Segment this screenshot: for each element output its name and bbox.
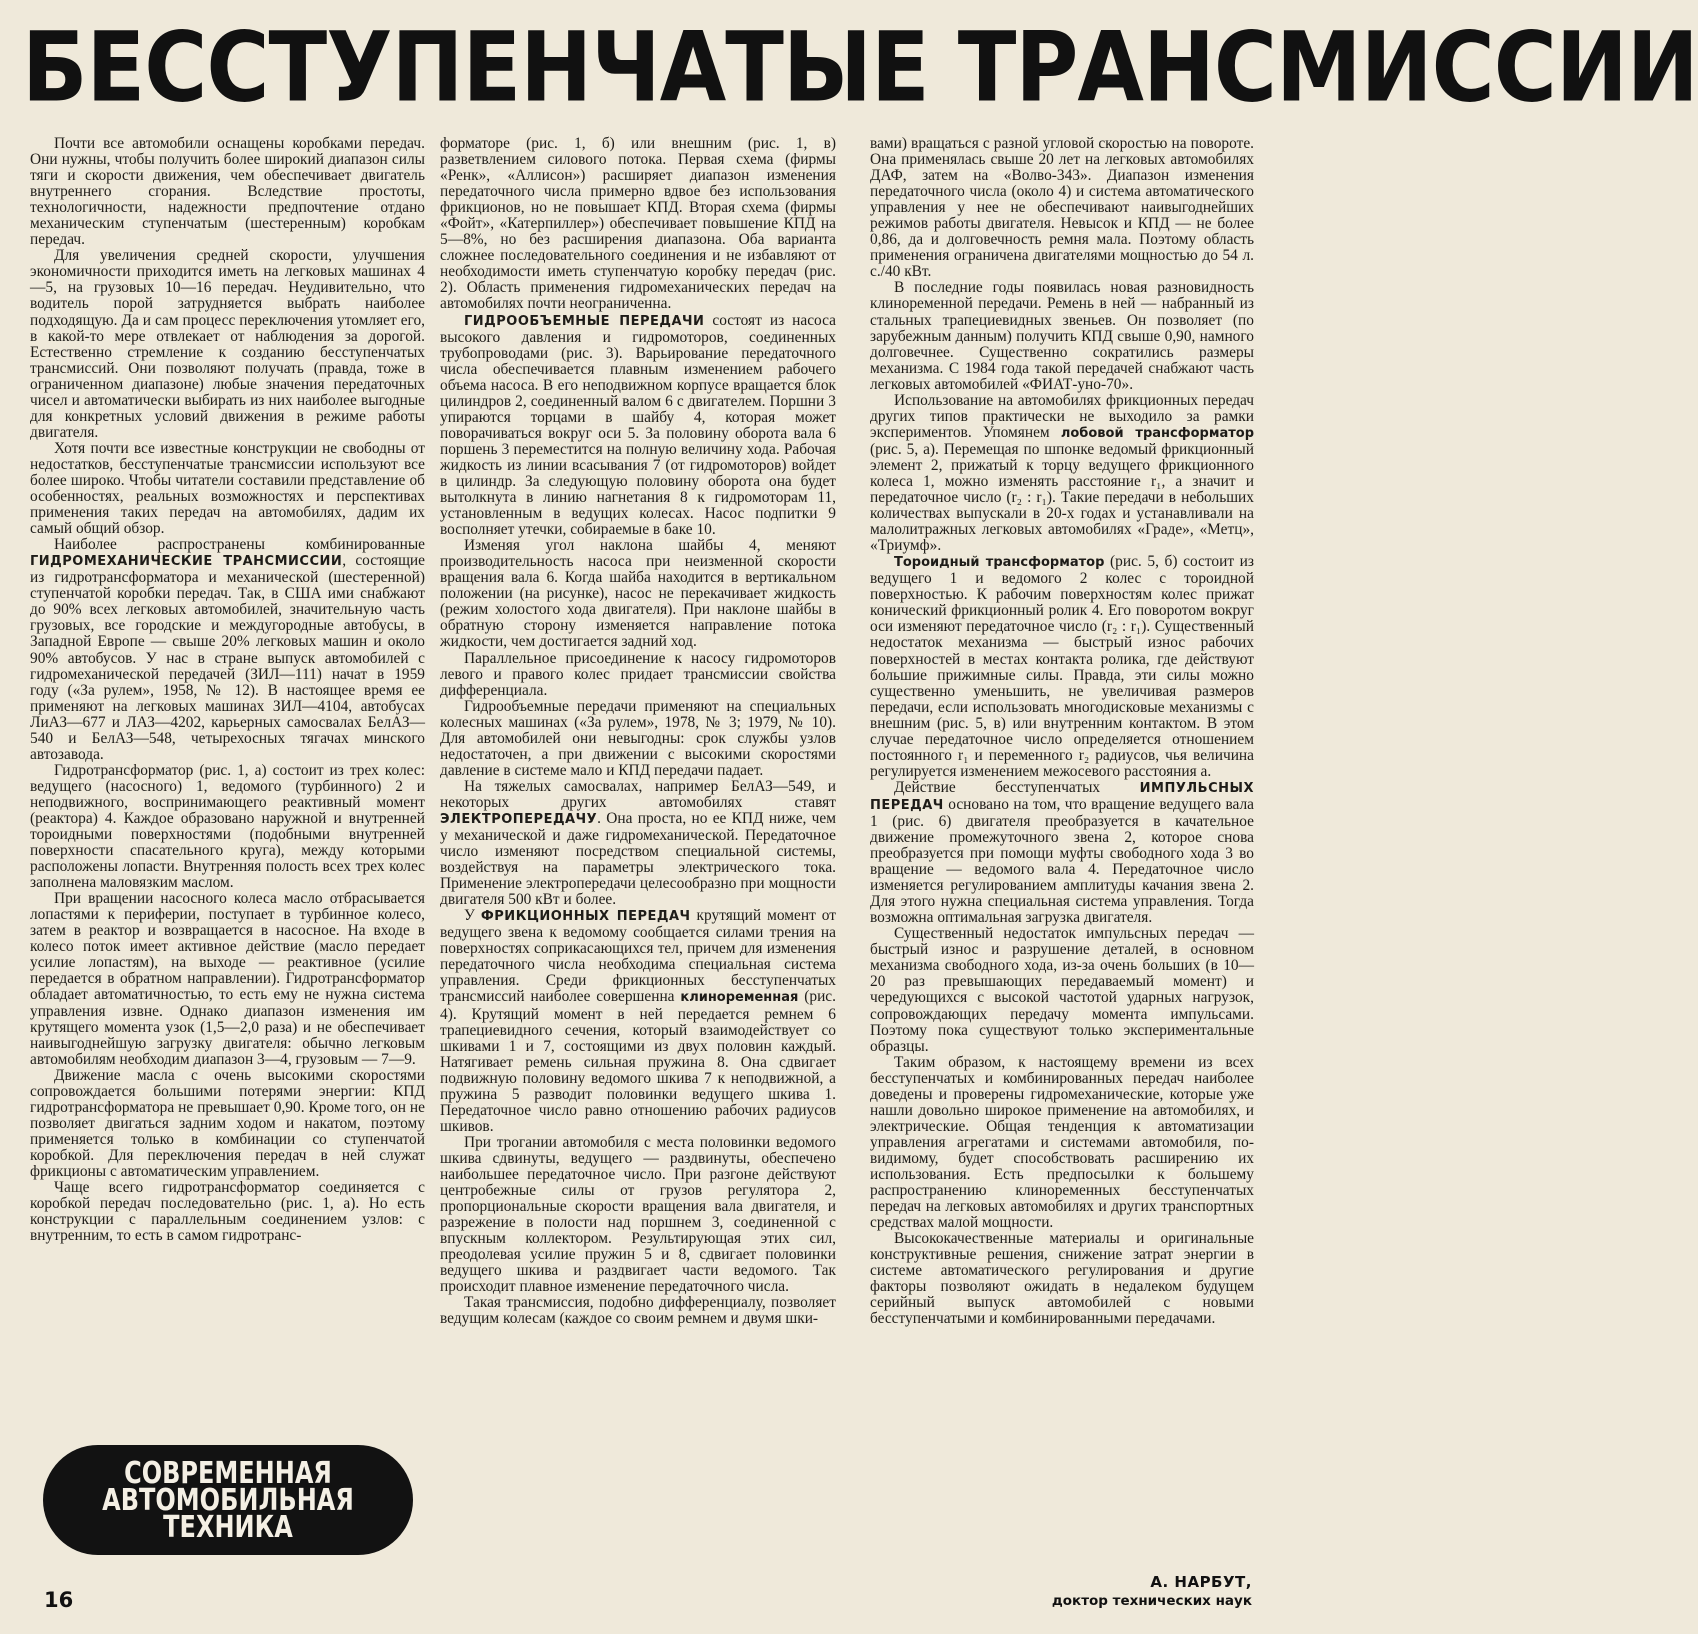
paragraph: Гидротрансформатор (рис. 1, а) состоит из трех колес: ведущего (насосного) 1, ведомого (турбинного) 2 и неподвижного, воспринимающего реактивный момент (реактора) 4. Каждое образовано наружной и внутренней тороидными поверхностями (подобными внутренней поверхности спасательного круга), между которыми расположены лопасти. Внутренняя полость всех трех колес заполнена маловязким маслом. bbox=[30, 761, 425, 892]
emphasized-term: Тороидный трансформатор bbox=[894, 555, 1105, 571]
paragraph: Использование на автомобилях фрикционных передач других типов практически не выходило за рамки экспериментов. Упомянем лобовой трансформатор (рис. 5, а). Перемещая по шпонке ведомый фрикционный элемент 2, прижатый к торцу ведущего фрикционного колеса 1, можно изменять расстояние r₁, а значит и передаточное число (r₂ : r₁). Такие передачи в небольших количествах выпускали в 20-х годах и устанавливали на малолитражных легковых автомобилях «Граде», «Метц», «Триумф». bbox=[870, 391, 1255, 555]
section-badge bbox=[43, 1445, 413, 1555]
paragraph: Изменяя угол наклона шайбы 4, меняют производительность насоса при неизменной скорости вращения вала 6. Когда шайба находится в вертикальном положении (на рисунке), насос не перекачивает жидкость (режим холостого хода двигателя). При наклоне шайбы в обратную сторону изменяется направление потока жидкости, чем достигается задний ход. bbox=[440, 537, 836, 651]
author-signature bbox=[922, 1572, 1252, 1611]
paragraph: Высококачественные материалы и оригинальные конструктивные решения, снижение затрат энергии в системе автоматического регулирования и другие факторы позволяют ожидать в недалеком будущем серийный выпуск автомобилей с новыми бесступенчатыми и комбинированными передачами. bbox=[870, 1230, 1254, 1328]
paragraph: Таким образом, к настоящему времени из всех бесступенчатых и комбинированных передач наиболее доведены и проверены гидромеханические, которые уже нашли довольно широкое применение на автомобилях, и электрические. Общая тенденция к автоматизации управления агрегатами и системами автомобиля, по-видимому, будет способствовать расширению их использования. Есть предпосылки к большему распространению клиноременных бесступенчатых передач на легковых автомобилях и других транспортных средствах малой мощности. bbox=[870, 1053, 1254, 1232]
paragraph: На тяжелых самосвалах, например БелАЗ—549, и некоторых других автомобилях ставят ЭЛЕКТРОПЕРЕДАЧУ. Она проста, но ее КПД ниже, чем у механической и даже гидромеханической. Передаточное число изменяют посредством специальной системы, воздействуя на параметры электрического тока. Применение электропередачи целесообразно при мощности двигателя 500 кВт и более. bbox=[440, 777, 836, 909]
paragraph: форматоре (рис. 1, б) или внешним (рис. 1, в) разветвлением силового потока. Первая схема (фирмы «Ренк», «Аллисон») расширяет диапазон изменения передаточного числа примерно вдвое без использования фрикционов, но не повышает КПД. Вторая схема (фирмы «Фойт», «Катерпиллер») обеспечивает повышение КПД на 5—8%, но без расширения диапазона. Оба варианта сложнее последовательного соединения и не избавляют от необходимости иметь ступенчатую коробку передач (рис. 2). Область применения гидромеханических передач на автомобилях почти неограниченна. bbox=[440, 135, 836, 313]
paragraph: Параллельное присоединение к насосу гидромоторов левого и правого колес придает трансмиссии свойства дифференциала. bbox=[440, 649, 836, 699]
paragraph: Хотя почти все известные конструкции не свободны от недостатков, бесступенчатые трансмиссии используют все более широко. Чтобы читатели составили представление об особенностях, реальных возможностях и перспективах применения таких передач на автомобилях, дадим их самый общий обзор. bbox=[30, 439, 425, 538]
paragraph: ГИДРООБЪЕМНЫЕ ПЕРЕДАЧИ состоят из насоса высокого давления и гидромоторов, соединенных трубопроводами (рис. 3). Варьирование передаточного числа обеспечивается плавным изменением рабочего объема насоса. В его неподвижном корпусе вращается блок цилиндров 2, соединенный валом 6 с двигателем. Поршни 3 упираются торцами в шайбу 4, которая может поворачиваться вокруг оси 5. За половину оборота вала 6 поршень 3 переместится на полную величину хода. Рабочая жидкость из линии всасывания 7 (от гидромоторов) войдет в цилиндр. За следующую половину оборота она будет вытолкнута в линию нагнетания 8 к гидромоторам 11, установленным в ведущих колесах. Насос подпитки 9 восполняет утечки, собираемые в баке 10. bbox=[440, 311, 836, 539]
paragraph: У ФРИКЦИОННЫХ ПЕРЕДАЧ крутящий момент от ведущего звена к ведомому сообщается силами трения на поверхностях соприкасающихся тел, причем для изменения передаточного числа необходима специальная система управления. Среди фрикционных бесступенчатых трансмиссий наиболее совершенна клиноременная (рис. 4). Крутящий момент в ней передается ремнем 6 трапециевидного сечения, который взаимодействует со шкивами 1 и 7, состоящими из двух половин каждый. Натягивает ремень сильная пружина 8. Она сдвигает подвижную половину ведомого шкива 7 к неподвижной, а пружина 5 разводит половинки ведущего шкива 1. Передаточное число равно отношению рабочих радиусов шкивов. bbox=[440, 907, 836, 1135]
emphasized-term: ФРИКЦИОННЫХ ПЕРЕДАЧ bbox=[480, 909, 691, 925]
article-body bbox=[0, 136, 1280, 1616]
emphasized-term: клиноременная bbox=[680, 990, 799, 1006]
badge-line: СОВРЕМЕННАЯ bbox=[124, 1454, 332, 1490]
paragraph: В последние годы появилась новая разновидность клиноременной передачи. Ремень в ней — набранный из стальных трапециевидных звеньев. Он позволяет (по зарубежным данным) получить КПД свыше 0,90, намного долговечнее. Существенно сократились размеры механизма. С 1984 года такой передачей снабжают часть легковых автомобилей «ФИАТ-уно-70». bbox=[870, 279, 1254, 393]
paragraph: Для увеличения средней скорости, улучшения экономичности приходится иметь на легковых машинах 4—5, на грузовых 10—16 передач. Неудивительно, что водитель порой затрудняется выбрать наиболее подходящую. Да и сам процесс переключения утомляет его, в какой-то мере отвлекает от наблюдения за дорогой. Естественно стремление к созданию бесступенчатых трансмиссий. Они позволяют получать (правда, тоже в ограниченном диапазоне) любые значения передаточных чисел и автоматически выбирать из них наиболее выгодные для конкретных условий движения в режиме работы двигателя. bbox=[30, 247, 425, 441]
badge-line: АВТОМОБИЛЬНАЯ bbox=[102, 1481, 354, 1517]
author-title: доктор технических наук bbox=[1051, 1593, 1252, 1609]
author-name: А. НАРБУТ, bbox=[1150, 1573, 1252, 1591]
article-headline: БЕССТУПЕНЧАТЫЕ ТРАНСМИССИИ bbox=[22, 12, 1698, 125]
paragraph: Действие бесступенчатых ИМПУЛЬСНЫХ ПЕРЕДАЧ основано на том, что вращение ведущего вала 1 (рис. 6) двигателя преобразуется в качательное движение промежуточного звена 2, которое снова преобразуется при помощи муфты свободного хода 3 во вращение — ведомого вала 4. Передаточное число изменяется регулированием амплитуды качания звена 2. Для этого нужна специальная система управления. Тогда возможна оптимальная загрузка двигателя. bbox=[870, 778, 1254, 927]
column-1 bbox=[30, 136, 425, 1244]
paragraph: Наиболее распространены комбинированные ГИДРОМЕХАНИЧЕСКИЕ ТРАНСМИССИИ, состоящие из гидротрансформатора и механической (шестеренной) ступенчатой коробки передач. Так, в США ими снабжают до 90% всех легковых автомобилей, значительную часть грузовых, все городские и междугородные автобусы, в Западной Европе — свыше 20% легковых машин и около 90% автобусов. У нас в стране выпуск автомобилей с гидромеханической передачей (ЗИЛ—111) начат в 1959 году («За рулем», 1958, № 12). В настоящее время ее применяют на легковых машинах ЗИЛ—4104, автобусах ЛиАЗ—677 и ЛАЗ—4202, карьерных самосвалах БелАЗ—540 и БелАЗ—548, четырехосных тягачах минского автозавода. bbox=[30, 536, 425, 763]
paragraph: Чаще всего гидротрансформатор соединяется с коробкой передач последовательно (рис. 1, а). Но есть конструкции с параллельным соединением узлов: с внутренним, то есть в самом гидротранс- bbox=[30, 1179, 425, 1245]
paragraph: Движение масла с очень высокими скоростями сопровождается большими потерями энергии: КПД гидротрансформатора не превышает 0,90. Кроме того, он не позволяет двигаться задним ходом и накатом, поэтому применяется только в комбинации со ступенчатой коробкой. Для переключения передач в ней служат фрикционы с автоматическим управлением. bbox=[30, 1066, 425, 1180]
paragraph: Такая трансмиссия, подобно дифференциалу, позволяет ведущим колесам (каждое со своим ремнем и двумя шки- bbox=[440, 1294, 836, 1328]
emphasized-term: ГИДРОМЕХАНИЧЕСКИЕ ТРАНСМИССИИ bbox=[30, 554, 343, 570]
paragraph: Тороидный трансформатор (рис. 5, б) состоит из ведущего 1 и ведомого 2 колес с тороидной поверхностью. К рабочим поверхностям колес прижат конический фрикционный ролик 4. Его поворотом вокруг оси изменяют передаточное число (r₂ : r₁). Существенный недостаток механизма — быстрый износ рабочих поверхностей в местах контакта ролика, где действуют большие прижимные силы. Правда, эти силы можно существенно уменьшить, не увеличивая размеров передачи, если использовать многодисковые механизмы с внешним (рис. 5, в) или внутренним контактом. В этом случае передаточное число определяется отношением постоянного r₁ и переменного r₂ радиусов, чья величина регулируется изменением межосевого расстояния a. bbox=[870, 553, 1254, 780]
emphasized-term: ЭЛЕКТРОПЕРЕДАЧУ bbox=[440, 811, 598, 827]
column-2 bbox=[440, 136, 836, 1327]
paragraph: вами) вращаться с разной угловой скоростью на повороте. Она применялась свыше 20 лет на легковых автомобилях ДАФ, затем на «Волво-343». Диапазон изменения передаточного числа (около 4) и система автоматического управления у нее не обеспечивают наивыгоднейших режимов работы двигателя. Невысок и КПД — не более 0,86, да и долговечность ремня мала. Поэтому область применения ограничена двигателями мощностью до 54 л. с./40 кВт. bbox=[870, 135, 1254, 281]
badge-line: ТЕХНИКА bbox=[163, 1508, 293, 1544]
paragraph: Гидрообъемные передачи применяют на специальных колесных машинах («За рулем», 1978, № 3; 1979, № 10). Для автомобилей они невыгодны: срок службы узлов недостаточен, а при движении с высокими скоростями давление в системе мало и КПД передачи падает. bbox=[440, 697, 836, 779]
paragraph: При трогании автомобиля с места половинки ведомого шкива сдвинуты, ведущего — раздвинуты, обеспечено наибольшее передаточное число. При разгоне действуют центробежные силы от грузов регулятора 2, пропорциональные скорости вращения вала двигателя, и разрежение в полости над поршнем 3, соединенной с впускным коллектором. Результирующая этих сил, преодолевая усилие пружин 5 и 8, сдвигает половинки ведущего шкива и раздвигает части ведомого. Так происходит плавное изменение передаточного числа. bbox=[440, 1133, 836, 1296]
emphasized-term: лобовой трансформатор bbox=[1060, 425, 1255, 441]
column-3 bbox=[870, 136, 1254, 1327]
paragraph: Почти все автомобили оснащены коробками передач. Они нужны, чтобы получить более широкий диапазон силы тяги и скорости движения, чем обеспечивает двигатель внутреннего сгорания. Вследствие простоты, технологичности, надежности предпочтение отдано механическим ступенчатым (шестеренным) коробкам передач. bbox=[30, 135, 425, 249]
paragraph: Существенный недостаток импульсных передач — быстрый износ и разрушение деталей, в основном механизма свободного хода, из-за очень больших (в 10—20 раз превышающих передаваемый момент) и чередующихся с высокой частотой ударных нагрузок, сопровождающих передачу момента импульсами. Поэтому пока существуют только экспериментальные образцы. bbox=[870, 925, 1254, 1055]
emphasized-term: ГИДРООБЪЕМНЫЕ ПЕРЕДАЧИ bbox=[464, 313, 705, 329]
emphasized-term: ИМПУЛЬСНЫХ ПЕРЕДАЧ bbox=[870, 780, 1254, 813]
page-number: 16 bbox=[44, 1588, 74, 1612]
paragraph: При вращении насосного колеса масло отбрасывается лопастями к периферии, поступает в турбинное колесо, затем в реактор и возвращается в насосное. На входе в колесо поток имеет активное действие (масло передает усилие лопастям), на выходе — реактивное (усилие передается в обратном направлении). Гидротрансформатор обладает автоматичностью, то есть ему не нужна система управления извне. Однако диапазон изменения им крутящего момента узок (1,5—2,0 раза) и не обеспечивает наивыгоднейшую загрузку двигателя: обычно легковым автомобилям необходим диапазон 3—4, грузовым — 7—9. bbox=[30, 890, 425, 1068]
